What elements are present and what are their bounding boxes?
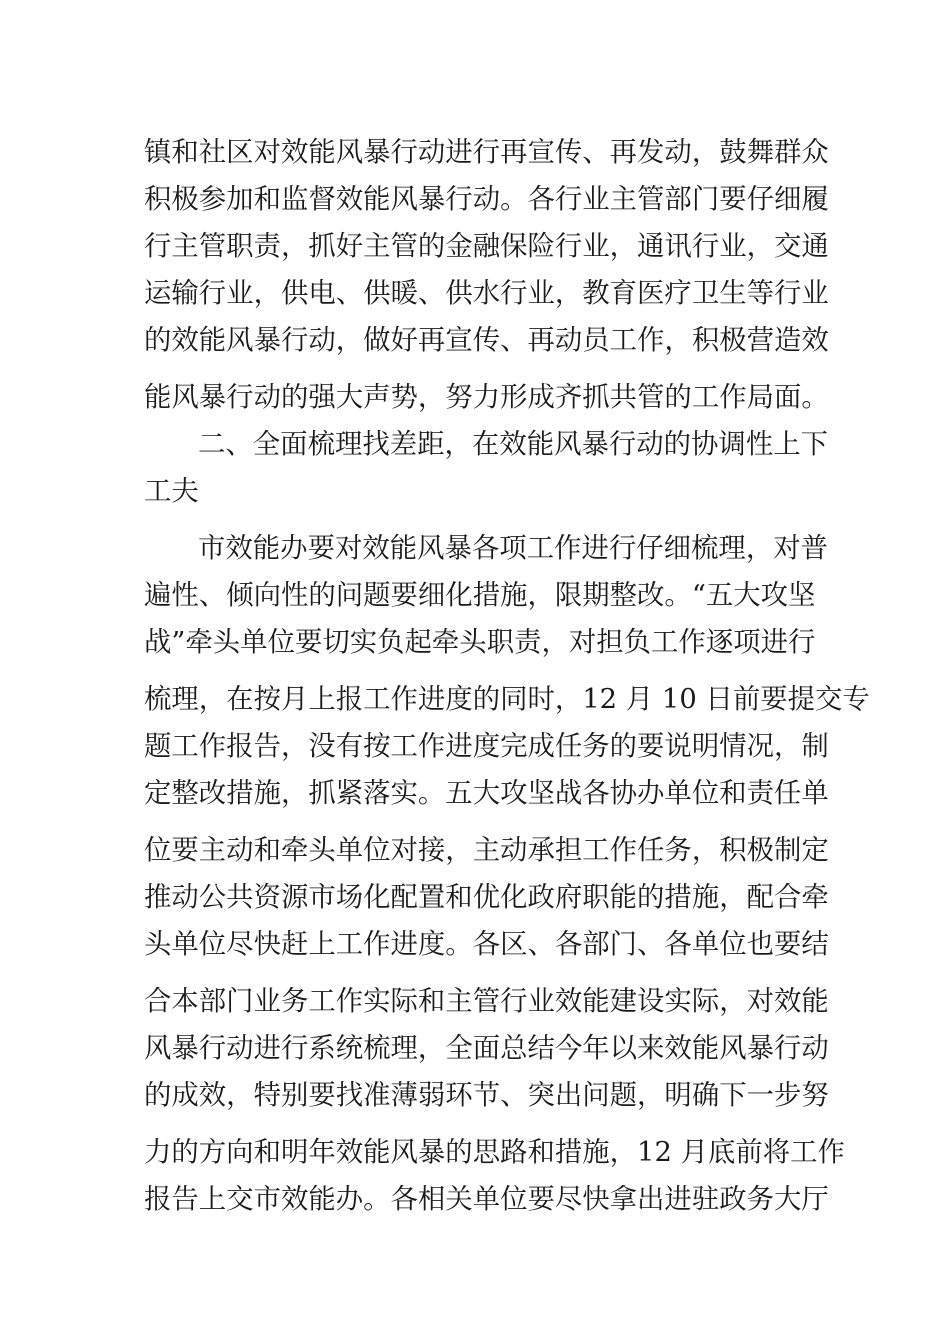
paragraph-line: 梳理，在按月上报工作进度的同时，12 月 10 日前要提交专 — [144, 684, 870, 715]
paragraph-line: 定整改措施，抓紧落实。五大攻坚战各协办单位和责任单 — [144, 778, 829, 809]
section-heading-line: 二、全面梳理找差距，在效能风暴行动的协调性上下 — [198, 429, 828, 460]
paragraph-line: 运输行业，供电、供暖、供水行业，教育医疗卫生等行业 — [144, 278, 829, 309]
paragraph-line: 战”牵头单位要切实负起牵头职责，对担负工作逐项进行 — [144, 627, 816, 658]
paragraph-line: 遍性、倾向性的问题要细化措施，限期整改。“五大攻坚 — [144, 580, 816, 611]
paragraph-line: 题工作报告，没有按工作进度完成任务的要说明情况，制 — [144, 731, 829, 762]
paragraph-line: 的成效，特别要找准薄弱环节、突出问题，明确下一步努 — [144, 1080, 829, 1111]
paragraph-line: 力的方向和明年效能风暴的思路和措施，12 月底前将工作 — [144, 1137, 845, 1168]
paragraph-line: 积极参加和监督效能风暴行动。各行业主管部门要仔细履 — [144, 184, 829, 215]
paragraph-line: 镇和社区对效能风暴行动进行再宣传、再发动，鼓舞群众 — [144, 137, 829, 168]
paragraph-line: 合本部门业务工作实际和主管行业效能建设实际，对效能 — [144, 986, 829, 1017]
paragraph-line: 能风暴行动的强大声势，努力形成齐抓共管的工作局面。 — [144, 382, 829, 413]
paragraph-line: 风暴行动进行系统梳理，全面总结今年以来效能风暴行动 — [144, 1033, 829, 1064]
paragraph-line: 的效能风暴行动，做好再宣传、再动员工作，积极营造效 — [144, 325, 829, 356]
paragraph-line: 行主管职责，抓好主管的金融保险行业，通讯行业，交通 — [144, 231, 829, 262]
paragraph-line: 报告上交市效能办。各相关单位要尽快拿出进驻政务大厅 — [144, 1184, 829, 1215]
section-heading-line: 工夫 — [144, 476, 199, 507]
paragraph-line: 头单位尽快赶上工作进度。各区、各部门、各单位也要结 — [144, 929, 829, 960]
paragraph-line: 市效能办要对效能风暴各项工作进行仔细梳理，对普 — [198, 533, 828, 564]
paragraph-line: 位要主动和牵头单位对接，主动承担工作任务，积极制定 — [144, 835, 829, 866]
paragraph-line: 推动公共资源市场化配置和优化政府职能的措施，配合牵 — [144, 882, 829, 913]
